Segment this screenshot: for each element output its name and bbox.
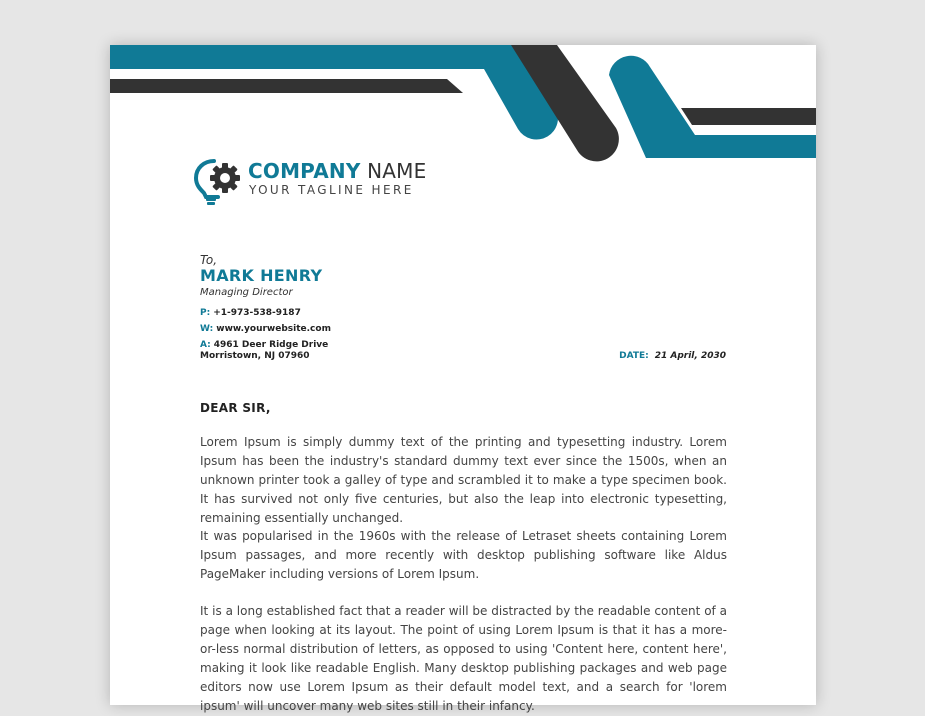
letter-date: [619, 351, 726, 361]
address-line1: 4961 Deer Ridge Drive: [213, 340, 329, 350]
recipient-title: Managing Director: [200, 287, 293, 298]
dark-band-right: [681, 108, 816, 125]
address-label: A:: [200, 340, 211, 350]
date-value: 21 April, 2030: [654, 351, 726, 361]
teal-band-right: [609, 56, 816, 158]
letterhead-page: [110, 45, 816, 713]
to-label: To,: [200, 253, 218, 267]
body-paragraph-2: It was popularised in the 1960s with the release of Letraset sheets containing Lorem Ipsum passages, and more recently with desktop publishing software like Aldus PageMaker including versions of Lorem Ipsum.: [200, 529, 727, 581]
company-logo: [192, 157, 442, 205]
address-line2: Morristown, NJ 07960: [200, 351, 310, 361]
lightbulb-gear-icon: [192, 157, 244, 205]
company-tagline: YOUR TAGLINE HERE: [249, 183, 414, 197]
body-paragraph-3: It is a long established fact that a reader will be distracted by the readable content of a page when looking at its layout. The point of using Lorem Ipsum is that it has a more-or-less normal distribution of letters, as opposed to using 'Content here, content here', making it look like readable English. Many desktop publishing packages and web page editors now use Lorem Ipsum as their default model text, and a search for 'lorem ipsum' will uncover many web sites still in their infancy.: [200, 604, 727, 713]
company-name: COMPANY NAME: [248, 159, 427, 183]
salutation: DEAR SIR,: [200, 401, 271, 415]
dark-band-left: [110, 79, 463, 93]
body-paragraph-1: Lorem Ipsum is simply dummy text of the printing and typesetting industry. Lorem Ipsum has been the industry's standard dummy text ever since the 1500s, when an unknown printer took a galley of type and scrambled it to make a type specimen book. It has survived not only five centuries, but also the leap into electronic typesetting, remaining essentially unchanged.: [200, 435, 727, 525]
phone-line: [200, 308, 301, 318]
phone-value: +1-973-538-9187: [213, 308, 301, 318]
header-decoration: [110, 45, 816, 175]
website-line: [200, 324, 331, 334]
website-value: www.yourwebsite.com: [216, 324, 331, 334]
recipient-name: MARK HENRY: [200, 266, 323, 285]
phone-label: P:: [200, 308, 211, 318]
address-line: [200, 340, 328, 350]
website-label: W:: [200, 324, 214, 334]
date-label: DATE:: [619, 351, 649, 361]
